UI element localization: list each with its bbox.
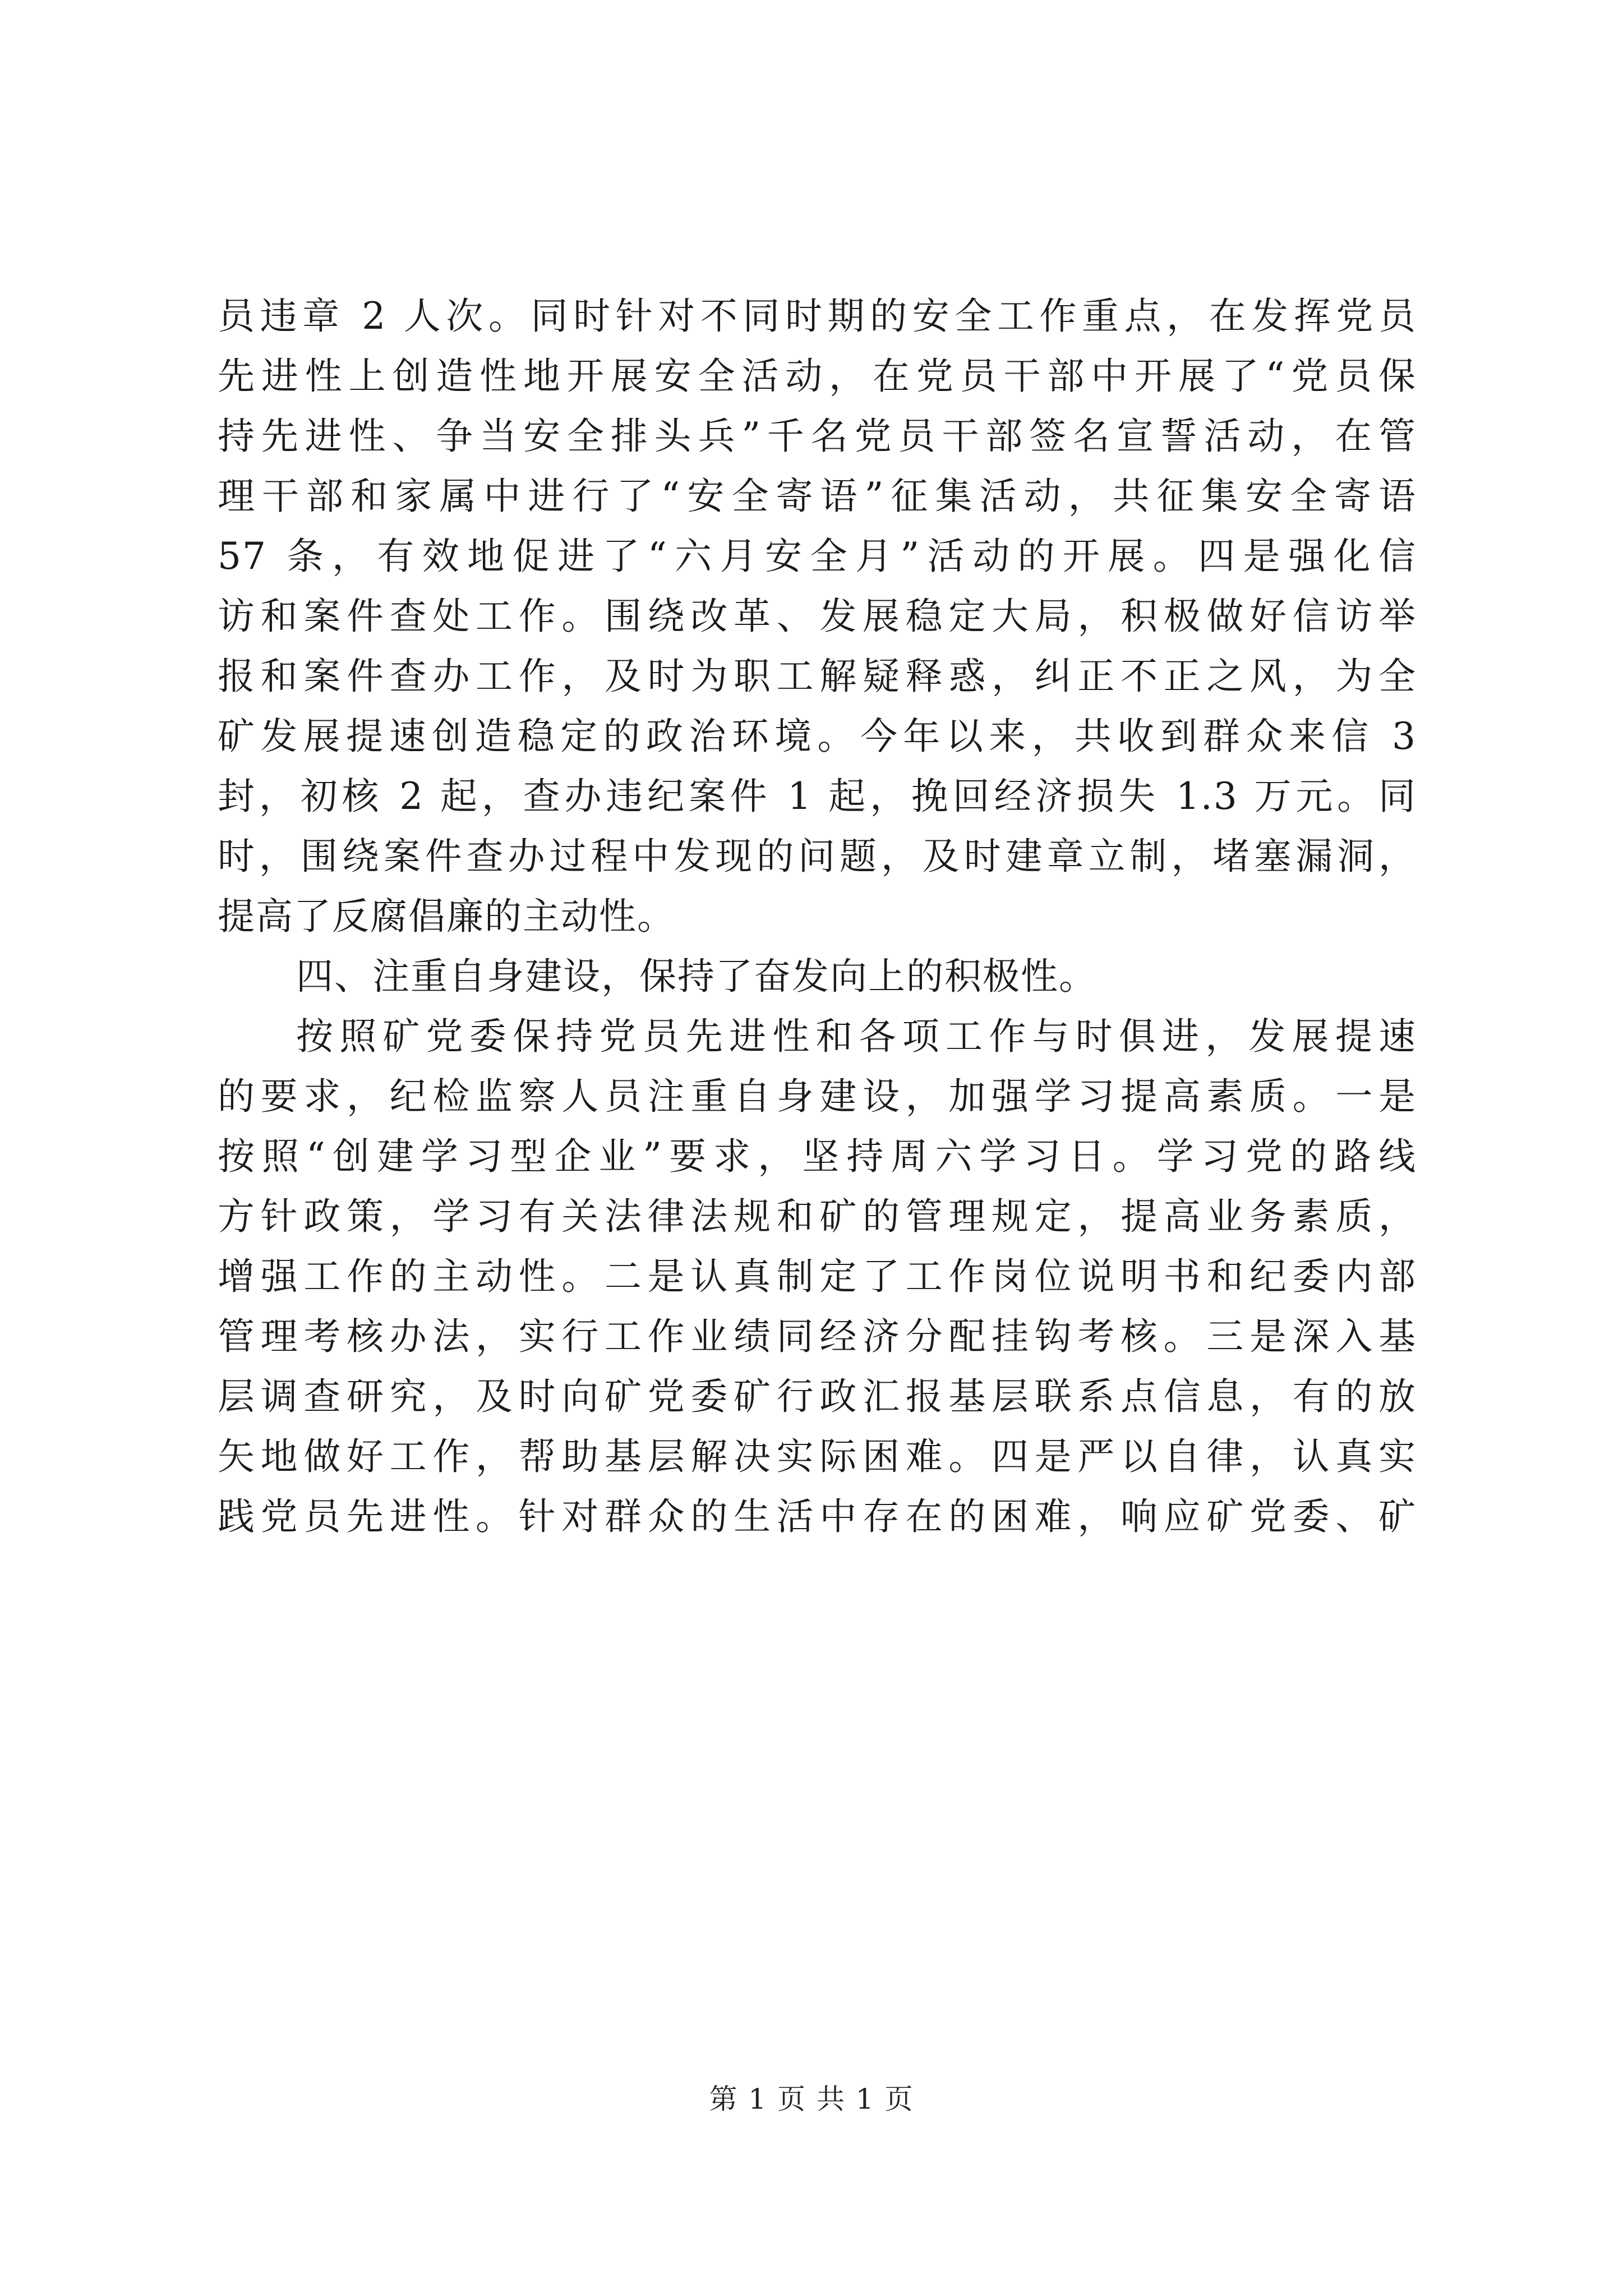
body-line: 增强工作的主动性。二是认真制定了工作岗位说明书和纪委内部 [218, 1255, 1417, 1298]
body-line: 持先进性、争当安全排头兵”千名党员干部签名宣誓活动，在管 [218, 415, 1417, 458]
paragraph-end-line: 提高了反腐倡廉的主动性。 [218, 895, 675, 938]
body-line: 先进性上创造性地开展安全活动，在党员干部中开展了“党员保 [218, 355, 1417, 398]
paragraph-first-line: 按照矿党委保持党员先进性和各项工作与时俱进，发展提速 [296, 1015, 1417, 1058]
body-line: 封，初核 2 起，查办违纪案件 1 起，挽回经济损失 1.3 万元。同 [218, 775, 1417, 818]
body-line: 理干部和家属中进行了“安全寄语”征集活动，共征集安全寄语 [218, 475, 1417, 518]
body-line: 57 条，有效地促进了“六月安全月”活动的开展。四是强化信 [218, 535, 1417, 578]
page-footer: 第 1 页 共 1 页 [709, 2083, 914, 2115]
body-line: 层调查研究，及时向矿党委矿行政汇报基层联系点信息，有的放 [218, 1375, 1417, 1418]
section-heading: 四、注重自身建设，保持了奋发向上的积极性。 [296, 955, 1097, 998]
body-line: 按照“创建学习型企业”要求，坚持周六学习日。学习党的路线 [218, 1135, 1417, 1178]
body-line: 方针政策，学习有关法律法规和矿的管理规定，提高业务素质， [218, 1195, 1417, 1238]
body-line: 管理考核办法，实行工作业绩同经济分配挂钩考核。三是深入基 [218, 1315, 1417, 1358]
body-line: 报和案件查办工作，及时为职工解疑释惑，纠正不正之风，为全 [218, 655, 1417, 698]
body-line: 践党员先进性。针对群众的生活中存在的困难，响应矿党委、矿 [218, 1495, 1417, 1538]
document-body [218, 286, 1417, 1547]
body-line: 矿发展提速创造稳定的政治环境。今年以来，共收到群众来信 3 [218, 715, 1417, 758]
body-line: 访和案件查处工作。围绕改革、发展稳定大局，积极做好信访举 [218, 595, 1417, 638]
body-line: 的要求，纪检监察人员注重自身建设，加强学习提高素质。一是 [218, 1075, 1417, 1118]
body-line: 时，围绕案件查办过程中发现的问题，及时建章立制，堵塞漏洞， [218, 835, 1417, 878]
body-line: 员违章 2 人次。同时针对不同时期的安全工作重点，在发挥党员 [218, 295, 1417, 338]
body-line: 矢地做好工作，帮助基层解决实际困难。四是严以自律，认真实 [218, 1435, 1417, 1478]
